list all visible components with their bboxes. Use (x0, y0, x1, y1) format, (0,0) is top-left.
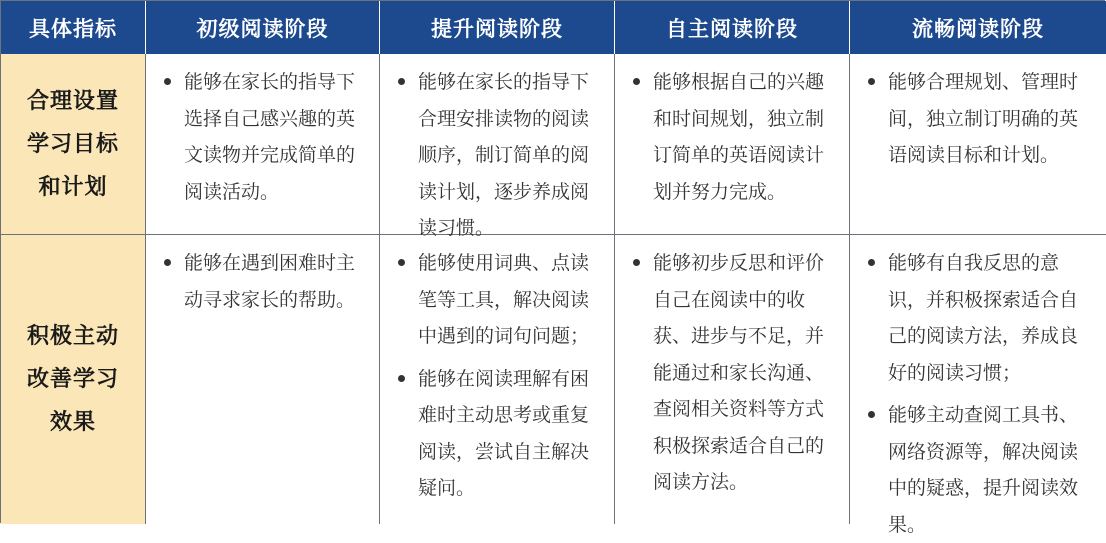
bullet-item: 能够在遇到困难时主动寻求家长的帮助。 (160, 245, 367, 318)
bullet-item: 能够在家长的指导下选择自己感兴趣的英文读物并完成简单的阅读活动。 (160, 64, 367, 210)
bullet-list (864, 64, 1094, 174)
bullet-list (864, 245, 1094, 543)
cell-goals-improving (380, 54, 615, 239)
bullet-list (629, 64, 837, 210)
cell-goals-beginner (146, 54, 380, 235)
bullet-item: 能够使用词典、点读笔等工具，解决阅读中遇到的词句问题； (394, 245, 602, 355)
bullet-item: 能够在家长的指导下合理安排读物的阅读顺序，制订简单的阅读计划，逐步养成阅读习惯。 (394, 64, 602, 247)
bullet-item: 能够有自我反思的意识，并积极探索适合自己的阅读方法，养成良好的阅读习惯； (864, 245, 1094, 391)
cell-effect-independent (615, 235, 850, 524)
row-label-text: 合理设置学习目标和计划 (26, 88, 119, 200)
bullet-list (160, 245, 367, 318)
cell-goals-independent (615, 54, 850, 235)
header-improving-stage: 提升阅读阶段 (380, 1, 615, 54)
cell-effect-improving (380, 235, 615, 524)
header-beginner-stage: 初级阅读阶段 (146, 1, 380, 54)
bullet-list (160, 64, 367, 210)
cell-effect-fluent (850, 235, 1106, 536)
bullet-item: 能够合理规划、管理时间，独立制订明确的英语阅读目标和计划。 (864, 64, 1094, 174)
bullet-item: 能够根据自己的兴趣和时间规划，独立制订简单的英语阅读计划并努力完成。 (629, 64, 837, 210)
row-label-text: 积极主动改善学习效果 (26, 324, 119, 435)
bullet-list (629, 245, 837, 501)
bullet-item: 能够主动查阅工具书、网络资源等，解决阅读中的疑惑，提升阅读效果。 (864, 397, 1094, 543)
bullet-item: 能够在阅读理解有困难时主动思考或重复阅读，尝试自主解决疑问。 (394, 361, 602, 507)
row-label-goals-plans (1, 54, 146, 235)
cell-goals-fluent (850, 54, 1106, 235)
bullet-item: 能够初步反思和评价自己在阅读中的收获、进步与不足，并能通过和家长沟通、查阅相关资料等方式积极探索适合自己的阅读方法。 (629, 245, 837, 501)
header-fluent-stage: 流畅阅读阶段 (850, 1, 1106, 54)
row-label-improve-effect (1, 235, 146, 524)
header-indicator: 具体指标 (1, 1, 146, 54)
cell-effect-beginner (146, 235, 380, 524)
bullet-list (394, 64, 602, 247)
bullet-list (394, 245, 602, 507)
header-independent-stage: 自主阅读阶段 (615, 1, 850, 54)
